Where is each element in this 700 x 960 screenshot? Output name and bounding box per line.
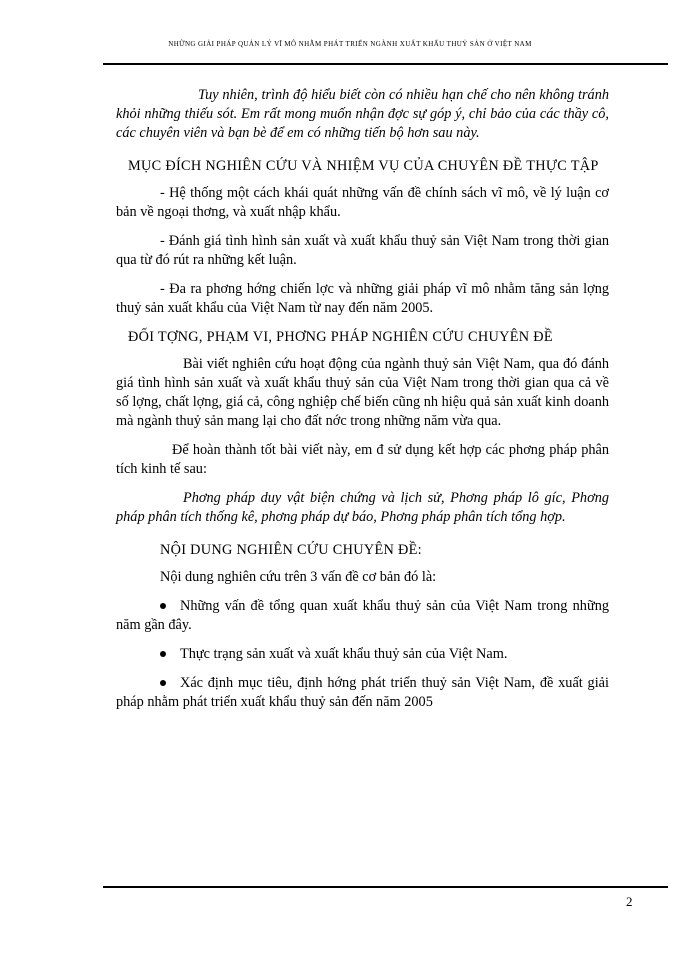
footer-rule <box>103 886 668 888</box>
bullet-text-3: Xác định mục tiêu, định hớng phát triển thuỷ sản Việt Nam, đề xuất giải pháp nhằm phát triển xuất khẩu thuỷ sản đến năm 2005 <box>116 675 609 710</box>
heading-content: NỘI DUNG NGHIÊN CỨU CHUYÊN ĐỀ: <box>160 542 422 558</box>
bullet-text-1: Những vấn đề tổng quan xuất khẩu thuỷ sản của Việt Nam trong những năm gần đây. <box>116 598 609 633</box>
bullet-text-2: Thực trạng sản xuất và xuất khẩu thuỷ sản của Việt Nam. <box>180 646 508 662</box>
heading-scope: ĐỐI TỢNG, PHẠM VI, PHƠNG PHÁP NGHIÊN CỨU CHUYÊN ĐỀ <box>128 329 553 345</box>
methods-paragraph: Phơng pháp duy vật biện chứng và lịch sử, Phơng pháp lô gíc, Phơng pháp phân tích thống kê, phơng pháp dự báo, Phơng pháp phân tích tổng hợp. <box>116 490 609 525</box>
intro-paragraph: Tuy nhiên, trình độ hiểu biết còn có nhiều hạn chế cho nên không tránh khỏi những thiếu sót. Em rất mong muốn nhận đợc sự góp ý, chỉ bảo của các thầy cô, các chuyên viên và bạn bè để em có những tiến bộ hơn sau này. <box>116 87 609 141</box>
purpose-item-3: - Đa ra phơng hớng chiến lợc và những giải pháp vĩ mô nhằm tăng sản lợng thuỷ sản xuất khẩu của Việt Nam từ nay đến năm 2005. <box>116 281 609 316</box>
scope-paragraph: Bài viết nghiên cứu hoạt động của ngành thuỷ sản Việt Nam, qua đó đánh giá tình hình sản xuất và xuất khẩu thuỷ sản của Việt Nam trong thời gian qua cả về số lợng, chất lợng, giá cả, công nghiệp chế biến cũng nh hiệu quả sản xuất kinh doanh mà ngành thuỷ sản mang lại cho đất nớc trong những năm vừa qua. <box>116 356 609 429</box>
bullet-item-1 <box>116 597 609 635</box>
bullet-icon <box>160 603 166 609</box>
bullet-item-2 <box>116 645 609 664</box>
header-rule <box>103 63 668 65</box>
bullet-icon <box>160 680 166 686</box>
purpose-item-1: - Hệ thống một cách khái quát những vấn đề chính sách vĩ mô, về lý luận cơ bản về ngoại thơng, và xuất nhập khẩu. <box>116 185 609 220</box>
method-intro-paragraph: Để hoàn thành tốt bài viết này, em đ sử dụng kết hợp các phơng pháp phân tích kinh tế sau: <box>116 442 609 477</box>
content-intro: Nội dung nghiên cứu trên 3 vấn đề cơ bản đó là: <box>160 569 437 585</box>
heading-purpose: MỤC ĐÍCH NGHIÊN CỨU VÀ NHIỆM VỤ CỦA CHUYÊN ĐỀ THỰC TẬP <box>128 158 599 174</box>
page-number: 2 <box>626 894 633 909</box>
bullet-icon <box>160 651 166 657</box>
running-header: NHỮNG GIẢI PHÁP QUẢN LÝ VĨ MÔ NHẰM PHÁT TRIỂN NGÀNH XUẤT KHẨU THUỶ SẢN Ở VIỆT NAM <box>168 40 532 48</box>
bullet-item-3 <box>116 674 609 712</box>
document-body <box>116 86 609 712</box>
purpose-item-2: - Đánh giá tình hình sản xuất và xuất khẩu thuỷ sản Việt Nam trong thời gian qua từ đó rút ra những kết luận. <box>116 233 609 268</box>
